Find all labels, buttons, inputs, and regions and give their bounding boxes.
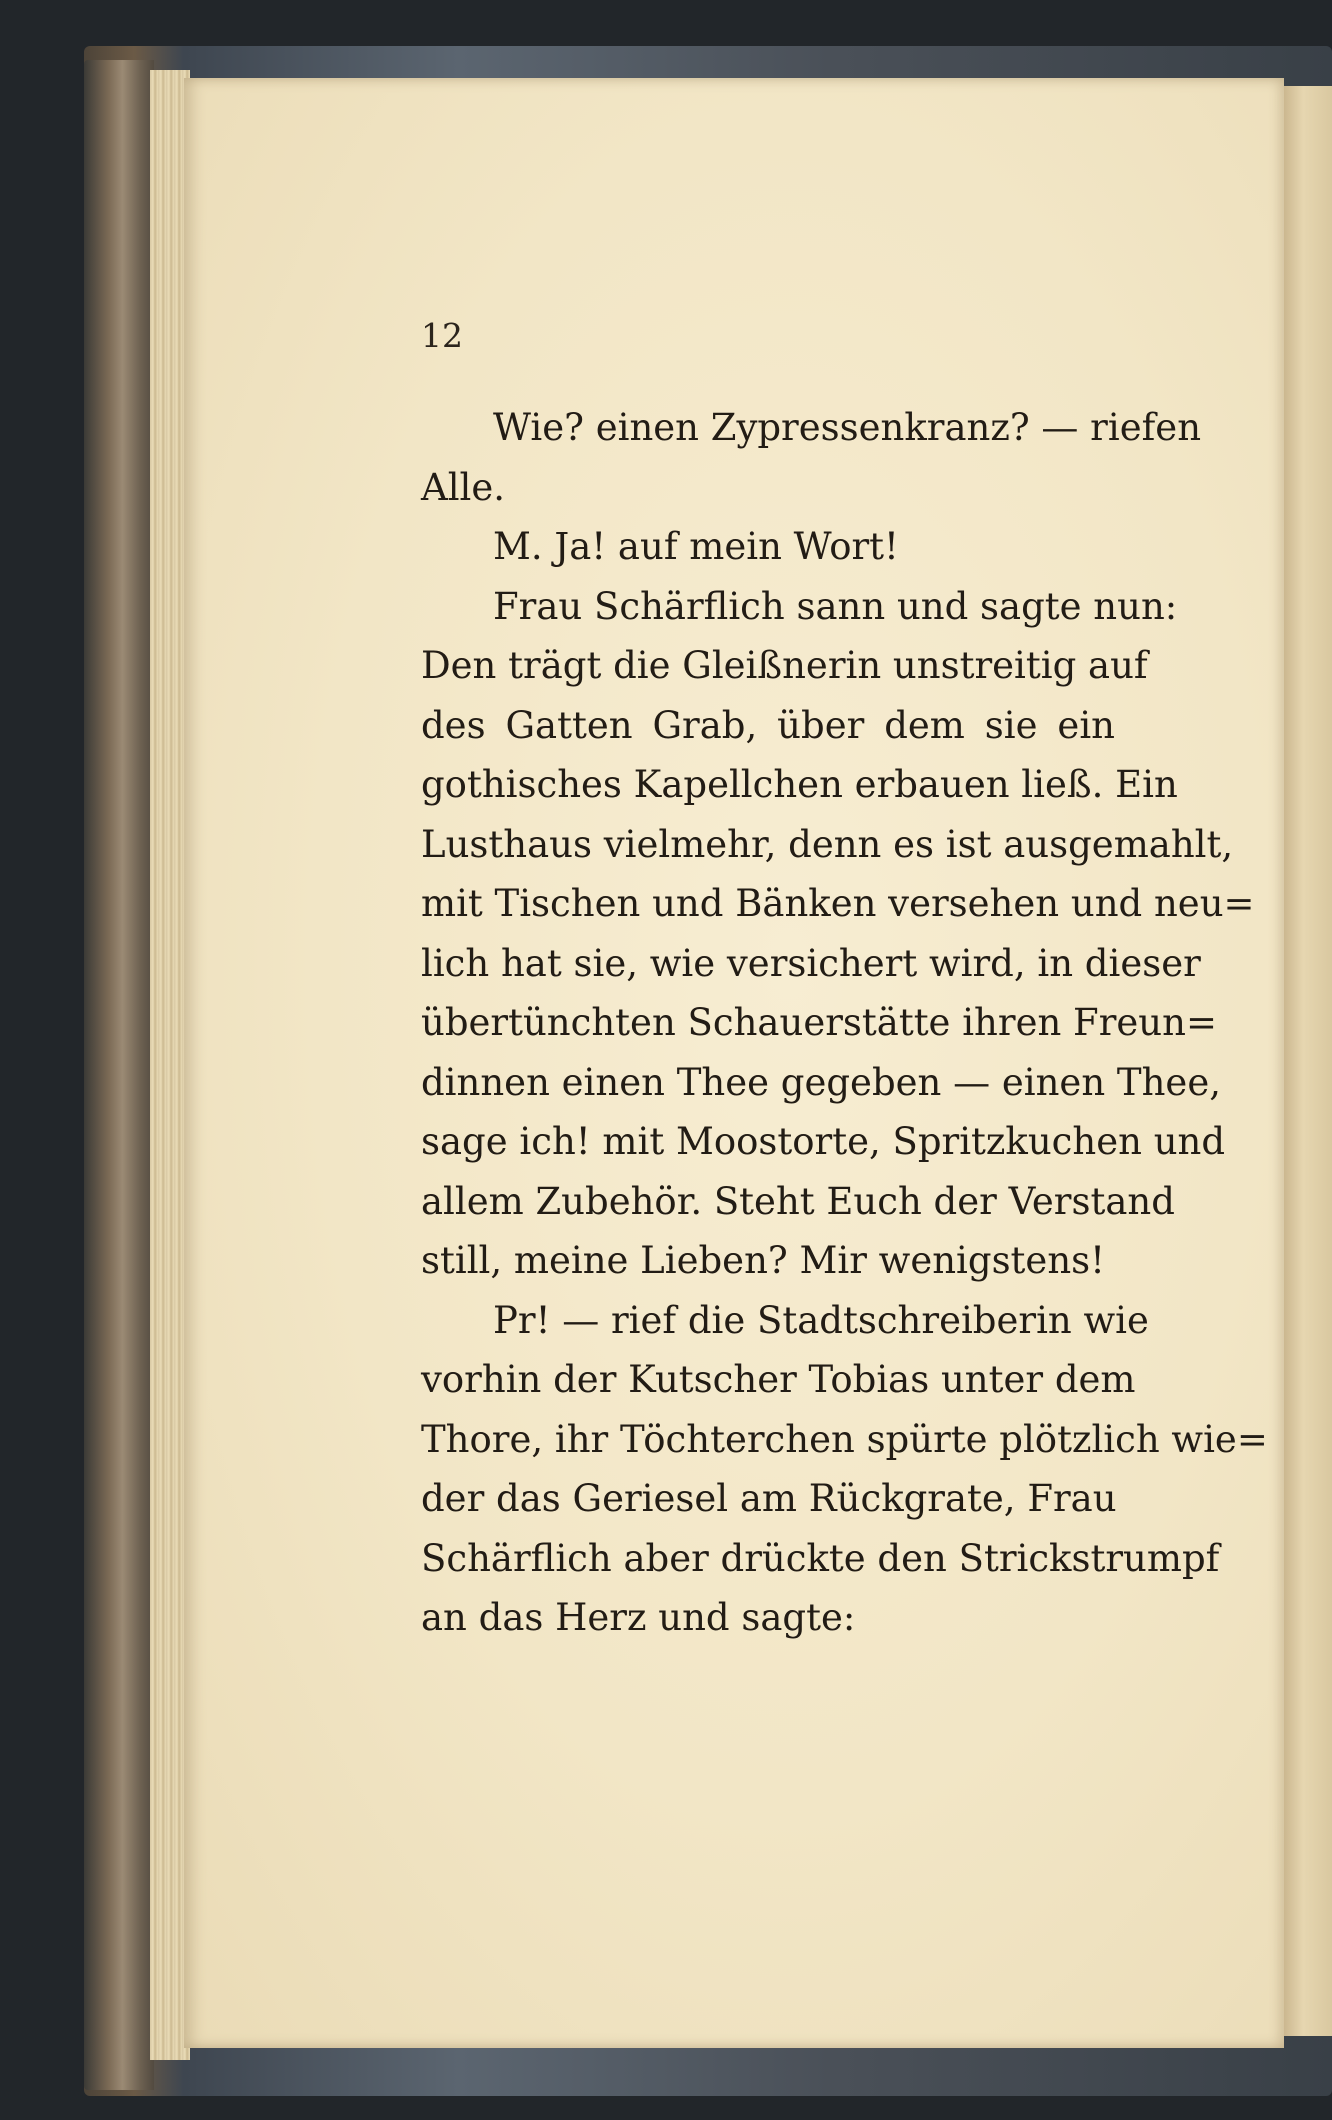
page-body-text	[421, 398, 1268, 1648]
text-line: übertünchten Schauerstätte ihren Freun=	[421, 1001, 1217, 1044]
text-line: Thore, ihr Töchterchen spürte plötzlich wie=	[421, 1417, 1268, 1461]
text-line: dinnen einen Thee gegeben — einen Thee,	[421, 1060, 1221, 1104]
text-line: der das Geriesel am Rückgrate, Frau	[421, 1477, 1117, 1520]
text-line: Wie? einen Zypressenkranz? — riefen	[493, 406, 1202, 449]
page-number: 12	[421, 316, 463, 355]
facing-page-edge	[1284, 86, 1332, 2036]
text-line: mit Tischen und Bänken versehen und neu=	[421, 882, 1255, 925]
text-line: an das Herz und sagte:	[421, 1596, 856, 1639]
text-line: vorhin der Kutscher Tobias unter dem	[421, 1358, 1136, 1401]
text-line: gothisches Kapellchen erbauen ließ. Ein	[421, 763, 1178, 806]
book-spine-edge	[84, 60, 154, 2090]
text-line: Den trägt die Gleißnerin unstreitig auf	[421, 644, 1148, 687]
text-line: lich hat sie, wie versichert wird, in dieser	[421, 941, 1201, 985]
text-line: Schärflich aber drückte den Strickstrumpf	[421, 1536, 1220, 1580]
text-line: sage ich! mit Moostorte, Spritzkuchen und	[421, 1120, 1226, 1163]
text-line: allem Zubehör. Steht Euch der Verstand	[421, 1179, 1175, 1223]
text-line: Alle.	[421, 465, 506, 509]
text-line: still, meine Lieben? Mir wenigstens!	[421, 1239, 1106, 1282]
text-line: des Gatten Grab, über dem sie ein	[421, 703, 1115, 747]
text-line: Lusthaus vielmehr, denn es ist ausgemahlt,	[421, 822, 1234, 866]
text-line: M. Ja! auf mein Wort!	[493, 525, 899, 568]
text-line: Frau Schärflich sann und sagte nun:	[493, 584, 1178, 628]
text-line: Pr! — rief die Stadtschreiberin wie	[493, 1298, 1149, 1342]
